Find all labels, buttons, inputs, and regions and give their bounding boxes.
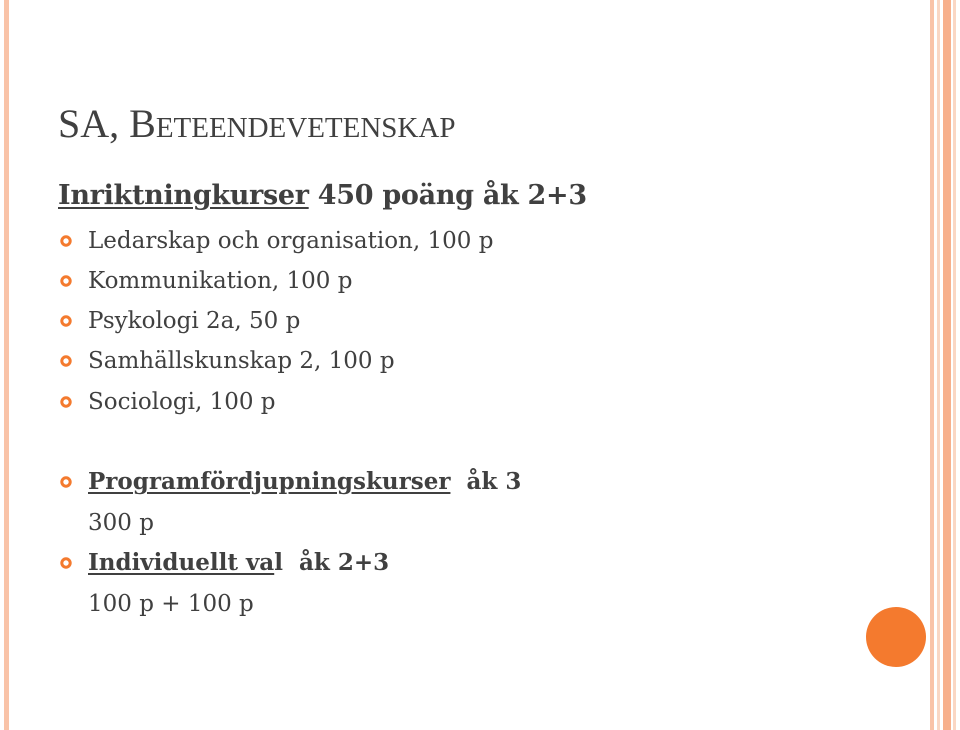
hollow-circle-bullet-icon <box>60 315 72 327</box>
course-label: Kommunikation, 100 p <box>88 268 353 294</box>
slide-title <box>58 100 455 152</box>
hollow-circle-bullet-icon <box>60 275 72 287</box>
individual-heading <box>88 545 389 581</box>
right-decorative-stripe <box>953 0 956 730</box>
hollow-circle-bullet-icon <box>60 396 72 408</box>
left-decorative-stripe <box>4 0 9 730</box>
course-label: Sociologi, 100 p <box>88 389 276 415</box>
right-decorative-stripe <box>937 0 940 730</box>
hollow-circle-bullet-icon <box>60 235 72 247</box>
title-rest: ETEENDEVETENSKAP <box>155 112 456 144</box>
course-label: Samhällskunskap 2, 100 p <box>88 348 395 374</box>
program-rest: åk 3 <box>450 468 522 495</box>
subheading-rest: 450 poäng åk 2+3 <box>308 180 587 211</box>
right-decorative-stripe <box>943 0 951 730</box>
individual-link: Individuellt va <box>88 549 275 576</box>
course-label: Psykologi 2a, 50 p <box>88 308 301 334</box>
hollow-circle-bullet-icon <box>60 476 72 488</box>
hollow-circle-bullet-icon <box>60 355 72 367</box>
program-heading <box>88 464 521 500</box>
individual-rest: åk 2+3 <box>282 549 390 576</box>
orange-circle-decoration <box>866 607 926 667</box>
course-label: Ledarskap och organisation, 100 p <box>88 228 494 254</box>
right-decorative-stripe <box>930 0 934 730</box>
hollow-circle-bullet-icon <box>60 557 72 569</box>
program-points: 300 p <box>88 510 154 536</box>
program-link: Programfördjupningskurser <box>88 468 451 495</box>
individual-plain: l <box>274 549 283 576</box>
title-first: SA, B <box>58 101 156 146</box>
individual-points: 100 p + 100 p <box>88 591 254 617</box>
subheading <box>58 179 587 213</box>
subheading-link: Inriktningkurser <box>58 180 309 211</box>
